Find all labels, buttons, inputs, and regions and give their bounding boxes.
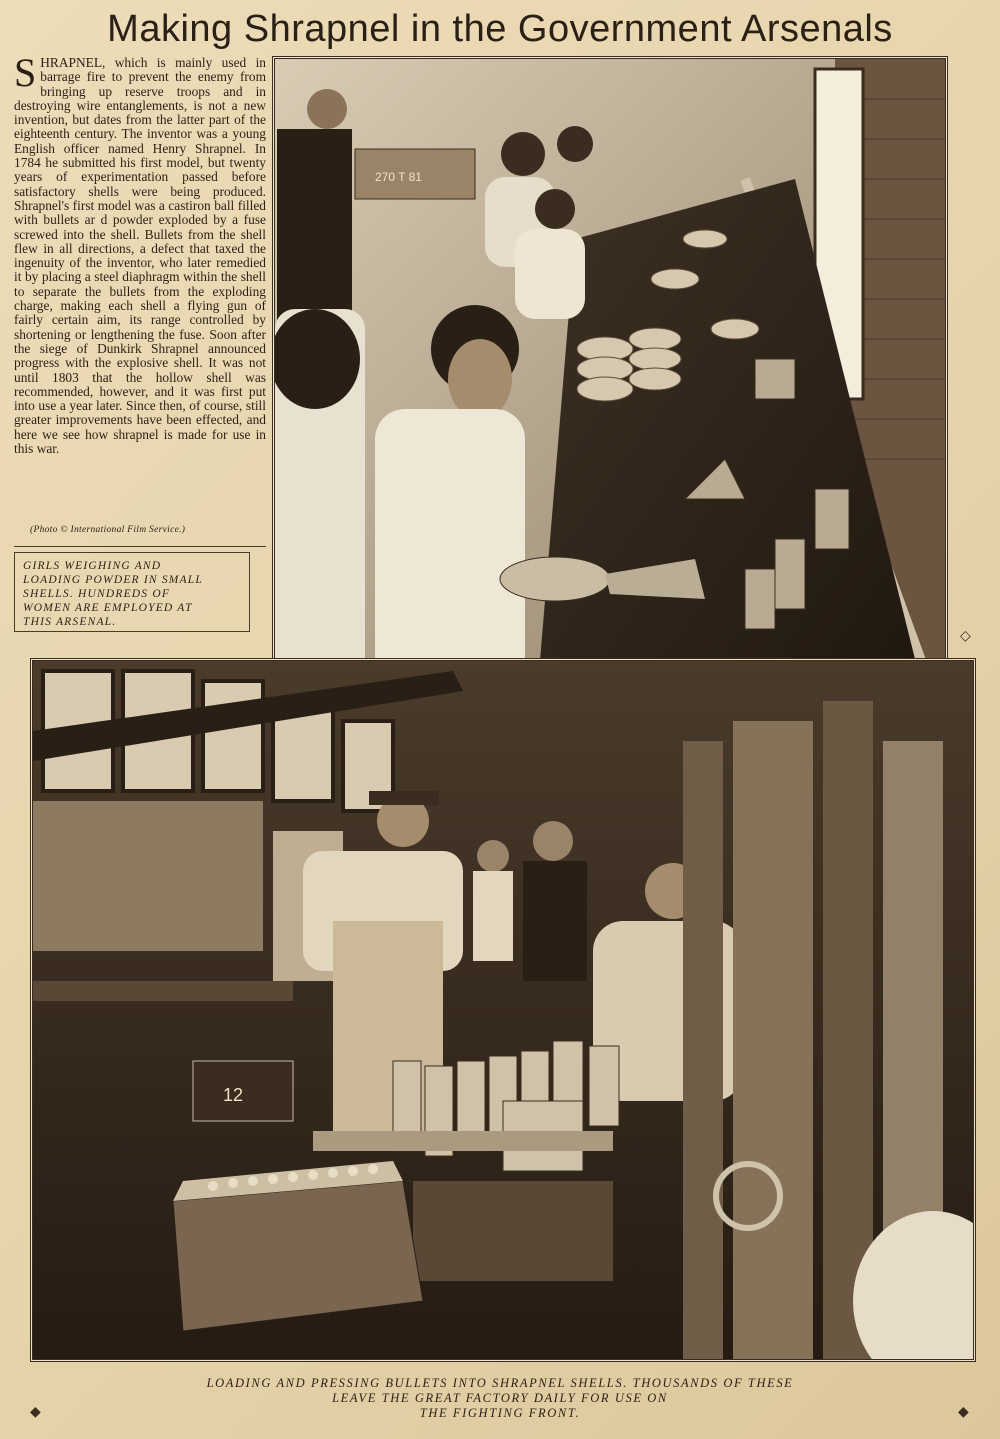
ornament-icon: ◇ bbox=[960, 629, 971, 644]
article-body bbox=[14, 50, 266, 457]
photo-top-illustration bbox=[275, 59, 945, 721]
caption-line: LOADING AND PRESSING BULLETS INTO SHRAPNEL SHELLS. THOUSANDS OF THESE bbox=[206, 1376, 794, 1390]
caption-line: THIS ARSENAL. bbox=[23, 616, 117, 628]
caption-line: SHELLS. HUNDREDS OF bbox=[23, 588, 171, 600]
article-text: HRAPNEL, which is mainly used in barrage fire to prevent the enemy from bringing up reserve troops and in destroying wire entanglements, is not a new invention, but dates from the latter part of the eighteenth century. The inventor was a young English officer named Henry Shrapnel. In 1784 he submitted his first model, but twenty years of experimentation passed before satisfactory shells were being produced. Shrapnel's first model was a castiron ball filled with bullets ar d powder exploded by a fuse screwed into the shell. Bullets from the shell flew in all directions, a defect that taxed the ingenuity of the inventor, who later remedied it by placing a steel diaphragm within the shell to separate the bullets from the exploding charge, making each shell a flying gun of fairly certain aim, its range controlled by shortening or lengthening the fuse. Soon after the siege of Dunkirk Shrapnel announced progress with the explosive shell. It was not until 1803 that the hollow shell was recommended, however, and it was first put into use a year later. Since then, of course, still greater improvements have been effected, and here we see how shrapnel is made for use in this war. bbox=[14, 55, 266, 457]
bottom-photo-caption bbox=[150, 1376, 850, 1421]
caption-line: LEAVE THE GREAT FACTORY DAILY FOR USE ON bbox=[332, 1391, 668, 1405]
crate-label: 270 T 81 bbox=[375, 170, 422, 184]
photo-bottom-illustration bbox=[33, 661, 973, 1359]
caption-line: GIRLS WEIGHING AND bbox=[23, 560, 162, 572]
photo-credit: (Photo © International Film Service.) bbox=[30, 525, 186, 535]
caption-line: THE FIGHTING FRONT. bbox=[419, 1406, 581, 1420]
top-photo-caption bbox=[14, 552, 250, 632]
ornament-icon: ◆ bbox=[30, 1405, 41, 1420]
page-title: Making Shrapnel in the Government Arsenals bbox=[107, 8, 893, 50]
divider-rule bbox=[14, 546, 266, 547]
ornament-icon: ◆ bbox=[958, 1405, 969, 1420]
caption-line: WOMEN ARE EMPLOYED AT bbox=[23, 602, 193, 614]
box-number: 12 bbox=[223, 1085, 244, 1105]
caption-line: LOADING POWDER IN SMALL bbox=[23, 574, 203, 586]
drop-cap: S bbox=[14, 50, 37, 95]
photo-women-loading-powder bbox=[272, 56, 948, 724]
photo-men-pressing-bullets bbox=[30, 658, 976, 1362]
